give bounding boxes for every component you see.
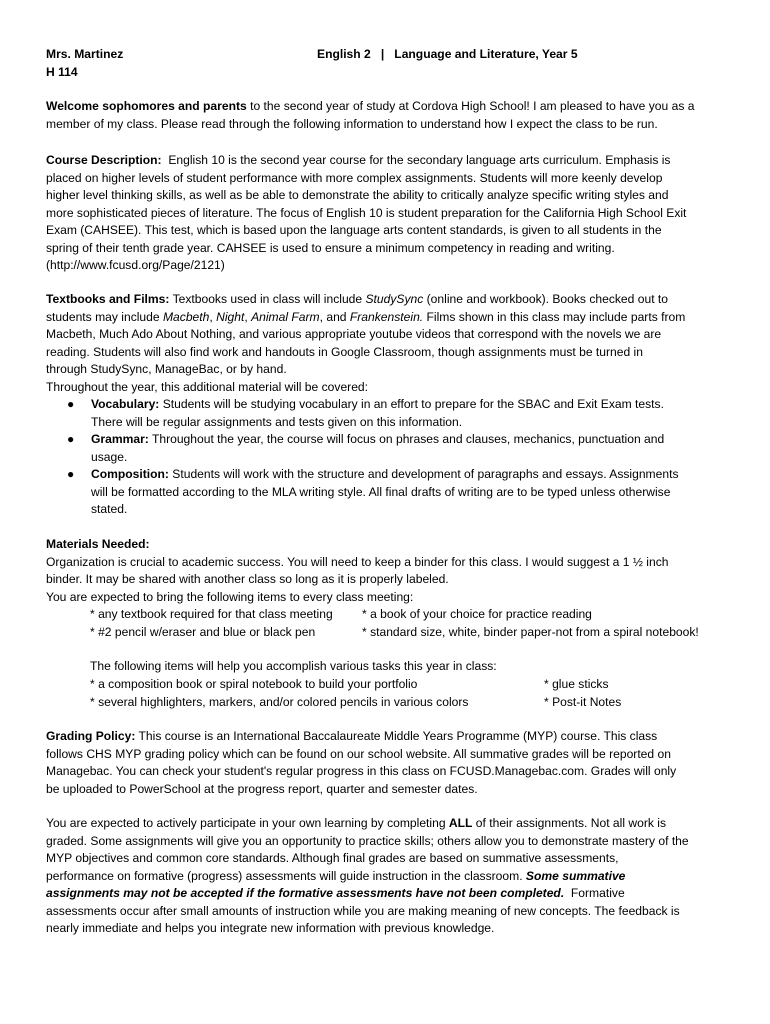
composition-label: Composition: bbox=[91, 467, 169, 481]
bullet-icon: ● bbox=[67, 432, 75, 446]
participation-line: graded. Some assignments will give you an opportunity to practice skills; others allow you to demonstrate mastery of the bbox=[46, 833, 689, 848]
textbooks-line: Throughout the year, this additional material will be covered: bbox=[46, 379, 369, 394]
course-description-line: higher level thinking skills, as well as be able to demonstrate the ability to critically analyze specific writing styles and bbox=[46, 188, 669, 202]
bullet-icon: ● bbox=[67, 467, 75, 481]
vocabulary-label: Vocabulary: bbox=[91, 397, 160, 411]
course-description-line: more sophisticated pieces of literature. The focus of English 10 is student preparation for the California High School Exit bbox=[46, 205, 687, 220]
course-description-link: (http://www.fcusd.org/Page/2121) bbox=[46, 258, 225, 272]
room-number: H 114 bbox=[46, 65, 78, 79]
textbooks-text: Textbooks used in class will include bbox=[169, 292, 366, 306]
grading-line: be uploaded to PowerSchool at the progress report, quarter and semester dates. bbox=[46, 781, 478, 796]
participation-text: Formative bbox=[564, 886, 625, 900]
grammar-label: Grammar: bbox=[91, 432, 149, 446]
textbook-title: StudySync bbox=[365, 292, 424, 306]
participation-text: of their assignments. Not all work is bbox=[472, 816, 667, 830]
required-items-right bbox=[362, 606, 699, 641]
helpful-items-intro: The following items will help you accomplish various tasks this year in class: bbox=[90, 659, 497, 673]
vocabulary-text: There will be regular assignments and tests given on this information. bbox=[91, 414, 463, 429]
textbooks-text: (online and workbook). Books checked out to bbox=[423, 292, 669, 306]
participation-text: performance on formative (progress) assessments will guide instruction in the classroom. bbox=[46, 868, 526, 883]
course-description-line: Exam (CAHSEE). This test, which is based upon the language arts content standards, is given to all students in the bbox=[46, 223, 662, 237]
participation-line: assessments occur after small amounts of instruction while you are making meaning of new concepts. The feedback is bbox=[46, 903, 680, 918]
list-item: * Post-it Notes bbox=[544, 694, 622, 709]
welcome-text-1: to the second year of study at Cordova High School! I am pleased to have you as a bbox=[246, 99, 695, 113]
textbooks-text: , bbox=[209, 309, 217, 324]
participation-line: MYP objectives and common core standards. Although final grades are based on summative assessments, bbox=[46, 851, 619, 865]
emphasis-all: ALL bbox=[448, 816, 473, 830]
grading-section bbox=[46, 728, 718, 798]
book-title: Macbeth bbox=[162, 309, 210, 324]
participation-paragraph bbox=[46, 815, 718, 938]
composition-text: Students will work with the structure and development of paragraphs and essays. Assignments bbox=[168, 467, 679, 481]
list-item-composition bbox=[67, 466, 707, 519]
course-description-line: placed on higher levels of student performance with more complex assignments. Students will more keenly develop bbox=[46, 170, 663, 185]
emphasis-warning: assignments may not be accepted if the formative assessments have not been completed. bbox=[46, 886, 565, 900]
course-description-section bbox=[46, 152, 718, 275]
materials-line: Organization is crucial to academic success. You will need to keep a binder for this class. I would suggest a 1 ½ inch bbox=[46, 554, 669, 569]
list-item: * standard size, white, binder paper-not from a spiral notebook! bbox=[362, 624, 699, 639]
textbooks-text: students may include bbox=[46, 309, 163, 324]
textbooks-text: Films shown in this class may include parts from bbox=[423, 309, 686, 324]
textbooks-section bbox=[46, 291, 718, 396]
book-title: Night bbox=[216, 309, 245, 324]
composition-text: will be formatted according to the MLA writing style. All final drafts of writing are to be typed unless otherwise bbox=[91, 484, 671, 499]
grammar-text: Throughout the year, the course will focus on phrases and clauses, mechanics, punctuation and bbox=[148, 432, 665, 446]
composition-text: stated. bbox=[91, 502, 128, 516]
course-title: English 2 | Language and Literature, Year 5 bbox=[317, 47, 578, 61]
grammar-text: usage. bbox=[91, 449, 128, 464]
covered-material-list bbox=[67, 396, 707, 519]
course-description-line: spring of their tenth grade year. CAHSEE is used to ensure a minimum competency in reading and writing. bbox=[46, 240, 615, 255]
book-title: Animal Farm bbox=[251, 309, 320, 324]
welcome-lead: Welcome sophomores and parents bbox=[46, 99, 247, 113]
emphasis-warning: Some summative bbox=[525, 868, 626, 883]
list-item-grammar bbox=[67, 431, 707, 466]
list-item: * any textbook required for that class meeting bbox=[90, 607, 333, 621]
materials-line: binder. It may be shared with another class so long as it is properly labeled. bbox=[46, 572, 449, 586]
list-item: * a composition book or spiral notebook to build your portfolio bbox=[90, 677, 418, 691]
list-item: * a book of your choice for practice reading bbox=[362, 607, 592, 621]
participation-text: You are expected to actively participate in your own learning by completing bbox=[46, 816, 449, 830]
list-item: * several highlighters, markers, and/or colored pencils in various colors bbox=[90, 694, 469, 709]
helpful-items-right bbox=[544, 676, 621, 711]
grading-line: follows CHS MYP grading policy which can be found on our school website. All summative grades will be reported on bbox=[46, 746, 671, 761]
required-items-left bbox=[90, 606, 333, 641]
participation-line: nearly immediate and helps you integrate new information with previous knowledge. bbox=[46, 921, 495, 935]
course-description-label: Course Description: bbox=[46, 153, 162, 167]
textbooks-label: Textbooks and Films: bbox=[46, 292, 170, 306]
list-item-vocabulary bbox=[67, 396, 707, 431]
materials-label: Materials Needed: bbox=[46, 537, 150, 551]
materials-line: You are expected to bring the following items to every class meeting: bbox=[46, 589, 414, 604]
textbooks-text: , and bbox=[319, 309, 350, 324]
textbooks-line: through StudySync, ManageBac, or by hand. bbox=[46, 362, 287, 376]
course-description-line: English 10 is the second year course for the secondary language arts curriculum. Emphasis is bbox=[161, 153, 671, 167]
grading-label: Grading Policy: bbox=[46, 729, 136, 743]
vocabulary-text: Students will be studying vocabulary in an effort to prepare for the SBAC and Exit Exam tests. bbox=[159, 397, 664, 411]
grading-line: This course is an International Baccalaureate Middle Years Programme (MYP) course. This class bbox=[135, 729, 658, 743]
bullet-icon: ● bbox=[67, 397, 75, 411]
textbooks-line: reading. Students will also find work and handouts in Google Classroom, though assignments must be turned in bbox=[46, 344, 643, 359]
teacher-name: Mrs. Martinez bbox=[46, 47, 124, 61]
grading-line: Managebac. You can check your student's regular progress in this class on FCUSD.Managebac.com. Grades will only bbox=[46, 764, 677, 778]
book-title: Frankenstein. bbox=[349, 309, 424, 324]
welcome-paragraph bbox=[46, 98, 718, 133]
list-item: * #2 pencil w/eraser and blue or black pen bbox=[90, 624, 316, 639]
textbooks-line: Macbeth, Much Ado About Nothing, and various appropriate youtube videos that correspond with the novels we are bbox=[46, 327, 662, 341]
helpful-items-left bbox=[90, 676, 468, 711]
welcome-text-2: member of my class. Please read through the following information to understand how I expect the class to be run. bbox=[46, 116, 658, 131]
materials-section bbox=[46, 536, 718, 606]
textbooks-text: , bbox=[244, 309, 252, 324]
list-item: * glue sticks bbox=[544, 677, 609, 691]
